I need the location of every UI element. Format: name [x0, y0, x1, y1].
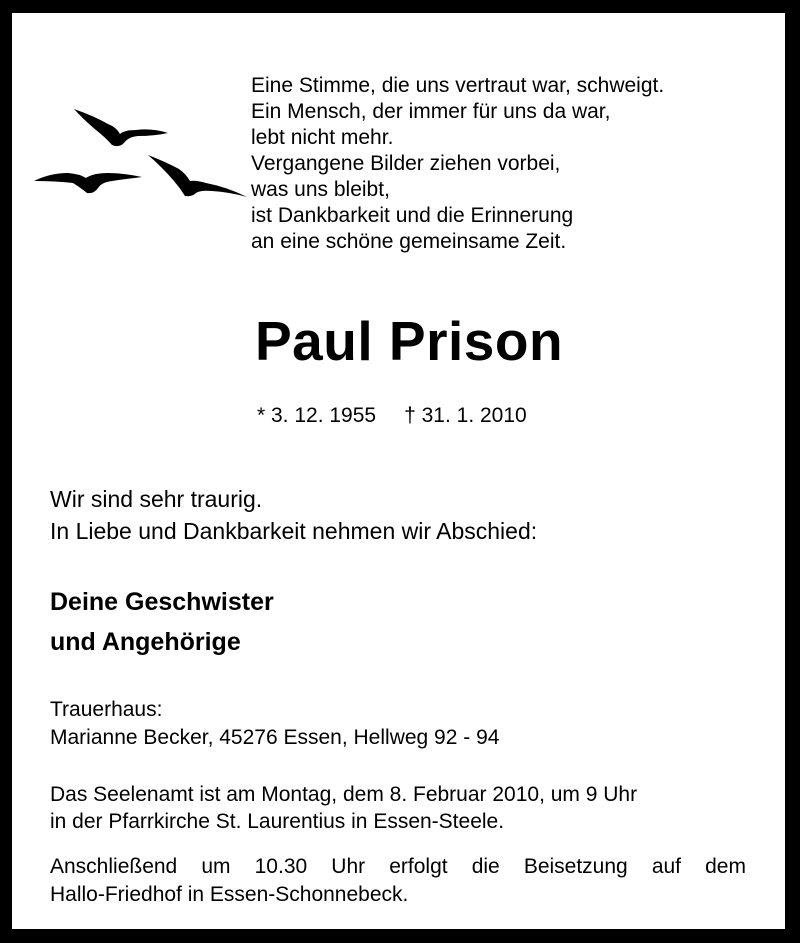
- burial-word: Uhr: [331, 855, 366, 878]
- burial-word: Beisetzung: [523, 855, 628, 878]
- poem-line: an eine schöne gemeinsame Zeit.: [251, 230, 567, 253]
- requiem-line: in der Pfarrkirche St. Laurentius in Essen-Steele.: [50, 810, 505, 833]
- burial-word: auf: [651, 855, 682, 878]
- burial-word: die: [471, 855, 500, 878]
- burial-word: erfolgt: [389, 855, 448, 878]
- requiem-line: Das Seelenamt ist am Montag, dem 8. Februar 2010, um 9 Uhr: [50, 783, 638, 806]
- mourners-line: Deine Geschwister: [50, 588, 274, 616]
- requiem-info: [50, 781, 637, 835]
- burial-word: 10.30: [254, 855, 308, 878]
- deceased-name: Paul Prison: [255, 310, 564, 372]
- burial-word: dem: [705, 855, 746, 878]
- mourning-house-label: Trauerhaus:: [50, 698, 163, 721]
- burial-line-justified: [50, 853, 746, 881]
- mourning-house-address: Marianne Becker, 45276 Essen, Hellweg 92 - 94: [50, 726, 500, 749]
- life-dates: [257, 402, 527, 430]
- poem-line: was uns bleibt,: [251, 178, 390, 201]
- birth-date: * 3. 12. 1955: [257, 404, 377, 427]
- poem-line: lebt nicht mehr.: [251, 126, 394, 149]
- poem-line: Eine Stimme, die uns vertraut war, schweigt.: [251, 74, 665, 97]
- bird-icon: [74, 109, 168, 146]
- bird-icon: [148, 155, 247, 197]
- poem-line: Vergangene Bilder ziehen vorbei,: [251, 152, 561, 175]
- death-date: † 31. 1. 2010: [404, 404, 527, 427]
- farewell-message: [50, 483, 537, 547]
- poem-line: ist Dankbarkeit und die Erinnerung: [251, 204, 574, 227]
- bird-icon: [34, 173, 142, 193]
- burial-word: Anschließend: [50, 855, 178, 878]
- burial-line: Hallo-Friedhof in Essen-Schonnebeck.: [50, 883, 409, 906]
- memorial-poem: [251, 73, 781, 255]
- flying-birds-icon: [24, 103, 249, 213]
- mourners-line: und Angehörige: [50, 628, 241, 656]
- mourning-house: [50, 696, 499, 752]
- mourners: [50, 582, 274, 662]
- burial-word: um: [201, 855, 231, 878]
- farewell-line: Wir sind sehr traurig.: [50, 486, 263, 512]
- poem-line: Ein Mensch, der immer für uns da war,: [251, 100, 611, 123]
- farewell-line: In Liebe und Dankbarkeit nehmen wir Abschied:: [50, 518, 538, 544]
- burial-info: [50, 853, 746, 909]
